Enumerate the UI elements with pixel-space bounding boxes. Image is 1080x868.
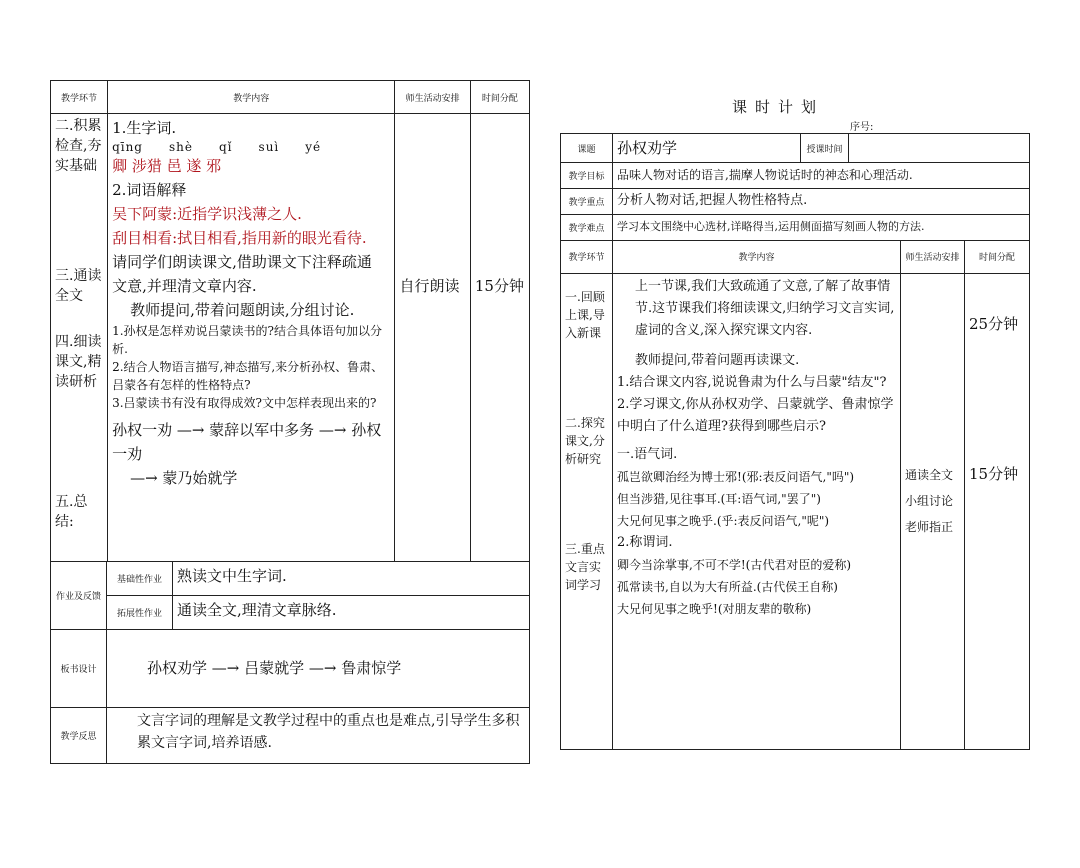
content-line: 上一节课,我们大致疏通了文意,了解了故事情节.这节课我们将细读课文,归纳学习文言实词,虚词的含义,深入探究课文内容. [635,278,895,338]
date-value [849,134,1030,163]
topic-value: 孙权劝学 [613,134,801,163]
activity-item: 小组讨论 [905,493,954,508]
stage-item: 四.细读课文,精读研析 [55,334,102,390]
page-title: 课时计划 [732,98,825,116]
content-line: 大兄何见事之晚乎.(乎:表反问语气,"呢") [617,513,830,528]
content-line: 孤岂欲卿治经为博士邪!(邪:表反问语气,"吗") [617,469,855,484]
content-line: 教师提问,带着问题再读课文. [635,352,800,368]
header-stage: 教学环节 [561,240,613,273]
content-line: 卿今当涂掌事,不可不学!(古代君对臣的爱称) [617,557,852,572]
activity-cell [901,273,965,749]
content-line: 但当涉猎,见往事耳.(耳:语气词,"罢了") [617,491,821,506]
pinyin: qǐ [219,140,233,154]
goal-value: 品味人物对话的语言,揣摩人物说话时的神态和心理活动. [613,163,1030,189]
activity-cell: 自行朗读 [395,114,470,562]
topic-label: 课题 [561,134,613,163]
content-line: 1.生字词. [112,119,177,137]
basic-homework-label: 基础性作业 [107,561,173,595]
header-stage: 教学环节 [51,81,108,114]
header-activity: 师生活动安排 [901,240,965,273]
board-design-text: 孙权劝学 —→ 吕蒙就学 —→ 鲁肃惊学 [107,629,530,707]
reflection-text: 文言字词的理解是文教学过程中的重点也是难点,引导学生多积累文言字词,培养语感. [107,707,530,763]
content-line: 吴下阿蒙:近指学识浅薄之人. [112,205,302,223]
goal-label: 教学目标 [561,163,613,189]
content-line: 孤常读书,自以为大有所益.(古代侯王自称) [617,579,838,594]
header-time: 时间分配 [470,81,529,114]
pinyin-row [112,140,390,154]
time-item: 15分钟 [969,464,1019,483]
stage-item: 一.回顾上课,导入新课 [565,289,605,340]
pinyin: yé [305,140,322,154]
stage-item: 三.重点文言实词学习 [565,541,605,592]
time-cell: 15分钟 [470,114,529,562]
header-content: 教学内容 [613,240,901,273]
content-line: 刮目相看:拭目相看,指用新的眼光看待. [112,229,367,247]
pinyin: suì [258,140,280,154]
right-lesson-sheet [560,133,1030,750]
left-lesson-sheet [50,80,530,764]
content-line: 2.称谓词. [617,534,673,550]
content-line: 文意,并理清文章内容. [112,277,257,295]
date-label: 授课时间 [801,134,849,163]
activity-item: 老师指正 [905,519,954,534]
focus-label: 教学重点 [561,189,613,215]
content-line: 1.孙权是怎样劝说吕蒙读书的?结合具体语句加以分析. [112,324,382,356]
content-line: 2.学习课文,你从孙权劝学、吕蒙就学、鲁肃惊学中明白了什么道理?获得到哪些启示? [617,396,894,434]
content-cell [108,114,395,562]
content-line: 3.吕蒙读书有没有取得成效?文中怎样表现出来的? [112,396,377,410]
pinyin: qīng [112,140,143,154]
pinyin: shè [169,140,193,154]
extended-homework-text: 通读全文,理清文章脉络. [173,595,530,629]
stage-item: 二.探究课文,分析研究 [565,415,605,466]
time-cell [965,273,1030,749]
stage-column [51,114,108,562]
content-line: 一.语气词. [617,446,678,462]
content-line: 1.结合课文内容,说说鲁肃为什么与吕蒙"结友"? [617,374,887,390]
reflection-label: 教学反思 [51,707,107,763]
focus-value: 分析人物对话,把握人物性格特点. [613,189,1030,215]
difficulty-value: 学习本文围绕中心选材,详略得当,运用侧面描写刻画人物的方法. [613,215,1030,241]
extended-homework-label: 拓展性作业 [107,595,173,629]
activity-item: 通读全文 [905,467,954,482]
content-line: 大兄何见事之晚乎!(对朋友辈的敬称) [617,601,812,616]
board-design-label: 板书设计 [51,629,107,707]
stage-item: 二.积累检查,夯实基础 [55,118,102,174]
stage-item: 三.通读全文 [55,268,102,304]
content-line: 2.词语解释 [112,181,187,199]
content-cell [613,273,901,749]
stage-item: 五.总结: [55,494,88,530]
content-line: 2.结合人物语言描写,神态描写,来分析孙权、鲁肃、吕蒙各有怎样的性格特点? [112,360,384,392]
basic-homework-text: 熟读文中生字词. [173,561,530,595]
content-line: 教师提问,带着问题朗读,分组讨论. [130,301,355,319]
content-line: 孙权一劝 —→ 蒙辞以军中多务 —→ 孙权一劝 [112,421,382,463]
serial-label: 序号: [850,122,874,133]
content-line: 请同学们朗读课文,借助课文下注释疏通 [112,253,372,271]
content-line: 卿 涉猎 邑 遂 邪 [112,157,222,175]
content-line: —→ 蒙乃始就学 [130,469,238,487]
header-activity: 师生活动安排 [395,81,470,114]
time-item: 25分钟 [969,314,1019,333]
difficulty-label: 教学难点 [561,215,613,241]
header-content: 教学内容 [108,81,395,114]
stage-column [561,273,613,749]
header-time: 时间分配 [965,240,1030,273]
homework-label: 作业及反馈 [51,561,107,629]
